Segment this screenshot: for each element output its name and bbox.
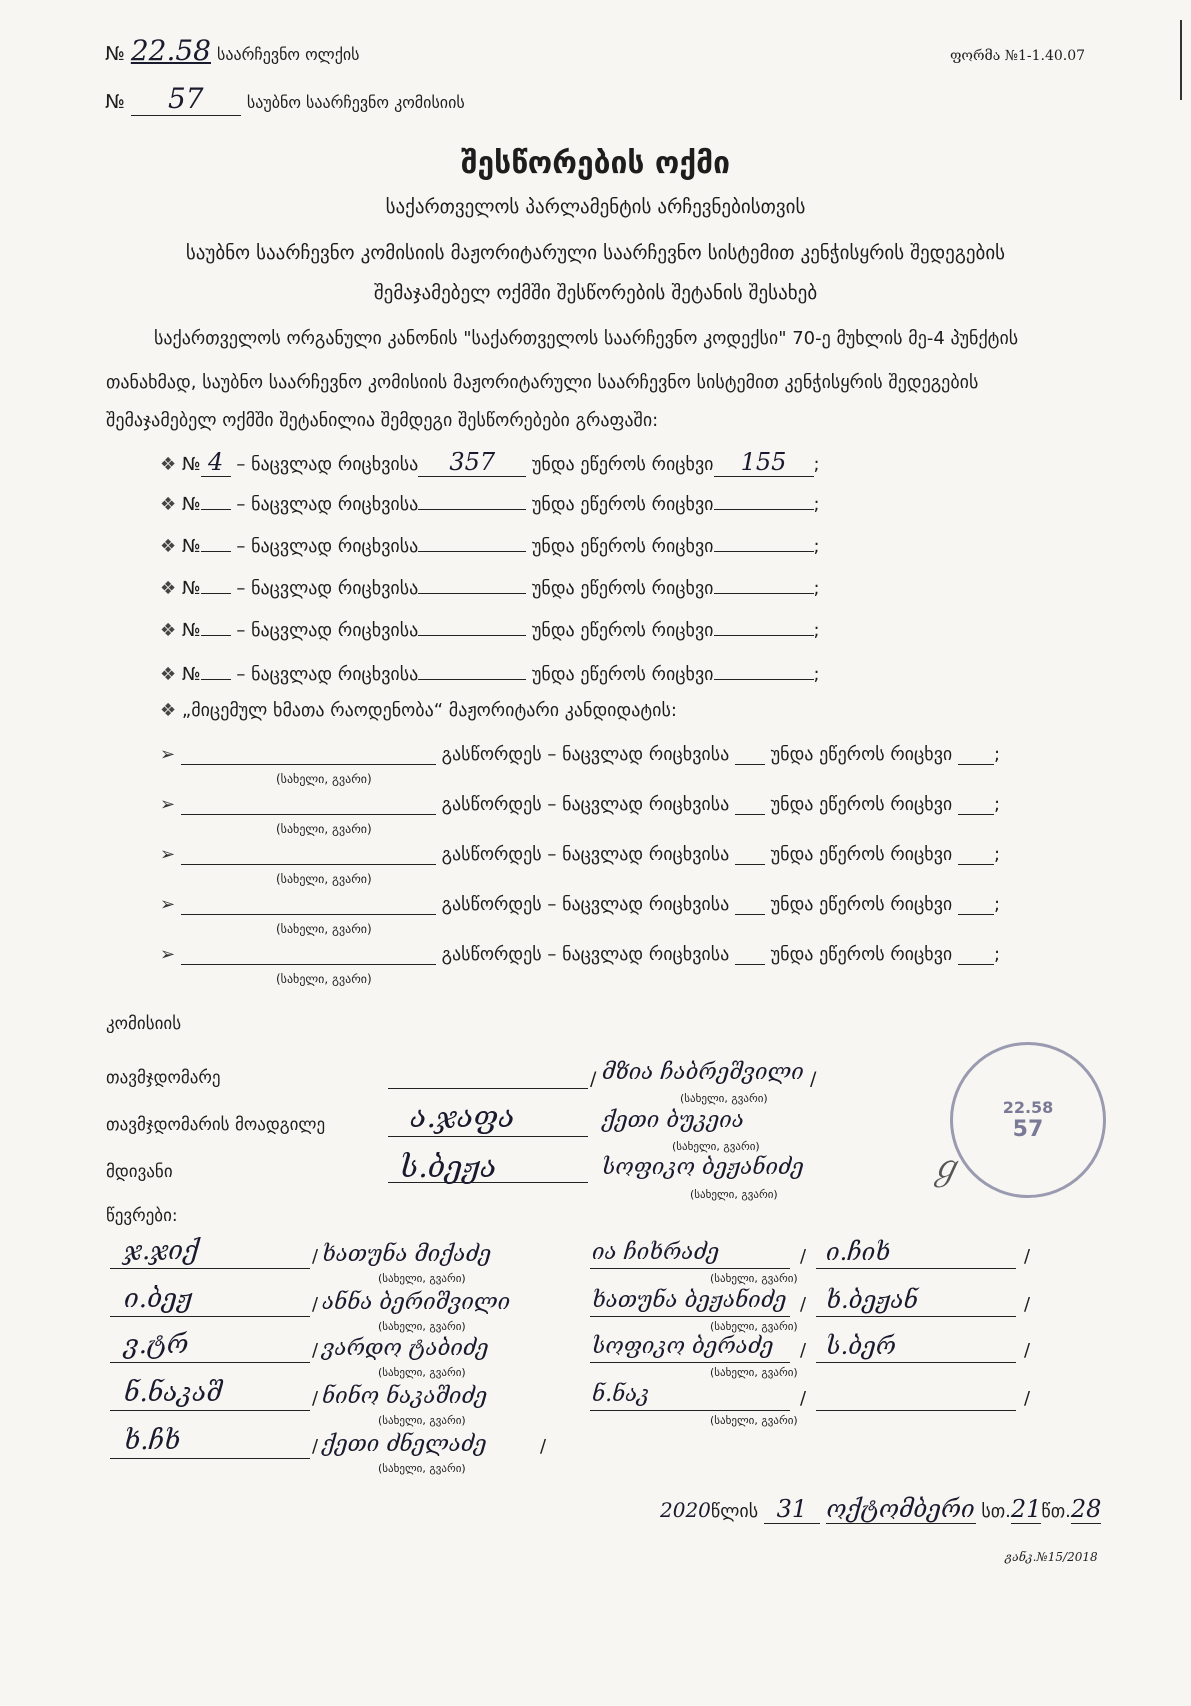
candidate-vote-row bbox=[160, 744, 1000, 765]
form-code: ფორმა №1-1.40.07 bbox=[950, 48, 1086, 64]
member2-hint-box bbox=[710, 1320, 798, 1333]
row-end: ; bbox=[993, 794, 1001, 815]
member2-hint: (სახელი, გვარი) bbox=[710, 1320, 798, 1333]
member2-signature: ს.ბერ bbox=[826, 1332, 896, 1360]
stamp-precinct: 57 bbox=[1012, 1117, 1044, 1142]
member2-hint-box bbox=[710, 1366, 798, 1379]
new-value[interactable] bbox=[714, 509, 814, 510]
row-end: ; bbox=[813, 664, 820, 685]
deputy-signature: ა.ჯაფა bbox=[410, 1100, 515, 1135]
votes-heading-text: „მიცემულ ხმათა რაოდენობა“ მაჟორიტარი კანდიდატის: bbox=[181, 700, 677, 721]
member-signature-box bbox=[124, 1236, 199, 1266]
member2-name-box bbox=[592, 1382, 650, 1407]
minute-label: წთ. bbox=[1041, 1501, 1071, 1522]
candidate-vote-row bbox=[160, 944, 1000, 965]
instead-label: – ნაცვლად რიცხვისა bbox=[236, 494, 419, 515]
candidate-name-field[interactable] bbox=[181, 796, 436, 815]
column-number[interactable] bbox=[201, 593, 231, 594]
row-end: ; bbox=[993, 744, 1001, 765]
member-name-box bbox=[322, 1290, 510, 1315]
old-votes-field[interactable] bbox=[735, 896, 765, 915]
should-label: უნდა ეწეროს რიცხვი bbox=[532, 620, 714, 641]
slash: / bbox=[312, 1294, 319, 1315]
column-number[interactable]: 4 bbox=[201, 448, 231, 477]
subtitle-line-1: საქართველოს პარლამენტის არჩევნებისთვის bbox=[385, 196, 806, 218]
document-title: შესწორების ოქმი bbox=[460, 146, 731, 181]
member2-signature-line bbox=[816, 1268, 1016, 1269]
page-edge-mark bbox=[1180, 20, 1182, 100]
member2-name: სოფიკო ბერაძე bbox=[592, 1334, 774, 1359]
member-name-box bbox=[322, 1432, 487, 1457]
should-label: უნდა ეწეროს რიცხვი bbox=[770, 894, 953, 915]
name-hint: (სახელი, გვარი) bbox=[276, 922, 372, 936]
arrow-bullet-icon: ➢ bbox=[160, 844, 176, 865]
new-value[interactable]: 155 bbox=[714, 448, 814, 477]
member-name: ვარდო ტაბიძე bbox=[322, 1336, 489, 1361]
member2-signature-box bbox=[826, 1332, 896, 1360]
precinct-label: საუბნო საარჩევნო კომისიის bbox=[246, 93, 465, 112]
correction-row bbox=[160, 536, 820, 557]
candidate-name-field[interactable] bbox=[181, 846, 436, 865]
no-label: № bbox=[181, 494, 201, 515]
member-hint: (სახელი, გვარი) bbox=[378, 1320, 466, 1333]
member-name: ქეთი ძნელაძე bbox=[322, 1432, 487, 1457]
subtitle-line-2: საუბნო საარჩევნო კომისიის მაჟორიტარული საარჩევნო სისტემით კენჭისყრის შედეგების bbox=[185, 242, 1006, 264]
new-value[interactable] bbox=[714, 679, 814, 680]
should-label: უნდა ეწეროს რიცხვი bbox=[532, 536, 714, 557]
old-value[interactable] bbox=[418, 679, 526, 680]
member-name-box bbox=[322, 1384, 487, 1409]
member2-hint: (სახელი, გვარი) bbox=[710, 1366, 798, 1379]
member-hint: (სახელი, გვარი) bbox=[378, 1414, 466, 1427]
stamp-number: 22.58 bbox=[1002, 1098, 1054, 1117]
column-number[interactable] bbox=[201, 679, 231, 680]
diamond-bullet-icon: ❖ bbox=[160, 700, 177, 721]
slash: / bbox=[800, 1340, 807, 1361]
member-signature: ნ.ნაკაშ bbox=[124, 1378, 222, 1408]
chair-signature-line bbox=[388, 1088, 588, 1089]
should-label: უნდა ეწეროს რიცხვი bbox=[770, 794, 953, 815]
member2-hint: (სახელი, გვარი) bbox=[710, 1414, 798, 1427]
correction-row bbox=[160, 448, 820, 477]
member-signature-box bbox=[124, 1284, 192, 1314]
name-hint: (სახელი, გვარი) bbox=[276, 822, 372, 836]
should-label: უნდა ეწეროს რიცხვი bbox=[770, 944, 953, 965]
members-label: წევრები: bbox=[106, 1206, 178, 1226]
member-signature-box bbox=[124, 1330, 188, 1360]
member-signature-line bbox=[110, 1268, 310, 1269]
member-hint: (სახელი, გვარი) bbox=[378, 1462, 466, 1475]
member-hint: (სახელი, გვარი) bbox=[378, 1366, 466, 1379]
paragraph-line-2: თანახმად, საუბნო საარჩევნო კომისიის მაჟორიტარული საარჩევნო სისტემით კენჭისყრის შედეგების bbox=[106, 372, 979, 393]
slash: / bbox=[1024, 1246, 1031, 1267]
old-votes-field[interactable] bbox=[735, 796, 765, 815]
row-end: ; bbox=[813, 494, 820, 515]
arrow-bullet-icon: ➢ bbox=[160, 744, 176, 765]
member-signature: ვ.ტრ bbox=[124, 1330, 189, 1360]
district-line bbox=[105, 34, 360, 67]
stamp-side-mark-icon: ℊ bbox=[928, 1148, 962, 1188]
member2-name: ხათუნა ბეჟანიძე bbox=[592, 1288, 787, 1313]
slash: / bbox=[312, 1388, 319, 1409]
correction-row bbox=[160, 494, 820, 515]
row-end: ; bbox=[993, 844, 1001, 865]
member-hint-box bbox=[378, 1272, 466, 1285]
slash: / bbox=[312, 1340, 319, 1361]
no-label: № bbox=[181, 454, 201, 475]
correction-row bbox=[160, 664, 820, 685]
slash: / bbox=[540, 1436, 547, 1457]
no-label: № bbox=[181, 664, 201, 685]
member2-signature-line bbox=[816, 1316, 1016, 1317]
date-year-suffix: წლის bbox=[710, 1501, 759, 1522]
member-signature-line bbox=[110, 1316, 310, 1317]
should-label: უნდა ეწეროს რიცხვი bbox=[532, 454, 714, 475]
diamond-bullet-icon: ❖ bbox=[160, 494, 177, 515]
column-number[interactable] bbox=[201, 551, 231, 552]
row-end: ; bbox=[813, 454, 820, 475]
date-day: 31 bbox=[764, 1495, 820, 1524]
secretary-hint: (სახელი, გვარი) bbox=[690, 1188, 778, 1201]
paragraph-line-3: შემაჯამებელ ოქმში შეტანილია შემდეგი შესწორებები გრაფაში: bbox=[106, 410, 659, 431]
slash: / bbox=[800, 1294, 807, 1315]
row-end: ; bbox=[993, 944, 1001, 965]
new-votes-field[interactable] bbox=[958, 946, 994, 965]
date-month: ოქტომბერი bbox=[826, 1495, 975, 1523]
member2-signature-box bbox=[826, 1286, 918, 1314]
should-label: უნდა ეწეროს რიცხვი bbox=[532, 664, 714, 685]
should-label: უნდა ეწეროს რიცხვი bbox=[532, 578, 714, 599]
member2-hint: (სახელი, გვარი) bbox=[710, 1272, 798, 1285]
commission-label: კომისიის bbox=[106, 1014, 182, 1034]
secretary-name: სოფიკო ბეჟანიძე bbox=[602, 1155, 804, 1180]
member-signature-box bbox=[124, 1426, 180, 1456]
should-label: უნდა ეწეროს რიცხვი bbox=[770, 844, 953, 865]
member2-signature-box bbox=[826, 1238, 890, 1266]
fix-label: გასწორდეს – ნაცვლად რიცხვისა bbox=[441, 794, 730, 815]
member-signature-box bbox=[124, 1378, 222, 1408]
member-name: ხათუნა მიქაძე bbox=[322, 1242, 492, 1267]
official-stamp bbox=[950, 1042, 1106, 1198]
chair-name: მზია ჩაბრეშვილი bbox=[602, 1060, 804, 1085]
candidate-vote-row bbox=[160, 844, 1000, 865]
new-votes-field[interactable] bbox=[958, 846, 994, 865]
member2-hint-box bbox=[710, 1414, 798, 1427]
member2-name-line bbox=[590, 1410, 790, 1411]
old-value[interactable] bbox=[418, 635, 526, 636]
old-value[interactable] bbox=[418, 509, 526, 510]
date-line bbox=[660, 1495, 1101, 1524]
member-name: ნინო ნაკაშიძე bbox=[322, 1384, 488, 1409]
column-number[interactable] bbox=[201, 635, 231, 636]
instead-label: – ნაცვლად რიცხვისა bbox=[236, 620, 419, 641]
row-end: ; bbox=[813, 620, 820, 641]
arrow-bullet-icon: ➢ bbox=[160, 894, 176, 915]
secretary-signature: ს.ბეჟა bbox=[400, 1150, 497, 1185]
candidate-name-field[interactable] bbox=[181, 946, 436, 965]
member-signature-line bbox=[110, 1410, 310, 1411]
date-year: 2020 bbox=[660, 1498, 711, 1522]
member-signature-line bbox=[110, 1458, 310, 1459]
member-hint-box bbox=[378, 1414, 466, 1427]
instead-label: – ნაცვლად რიცხვისა bbox=[236, 536, 419, 557]
member-name: ანნა ბერიშვილი bbox=[322, 1290, 511, 1315]
old-value[interactable] bbox=[418, 551, 526, 552]
should-label: უნდა ეწეროს რიცხვი bbox=[532, 494, 714, 515]
old-votes-field[interactable] bbox=[735, 746, 765, 765]
member-hint-box bbox=[378, 1366, 466, 1379]
member-hint-box bbox=[378, 1320, 466, 1333]
member2-name-box bbox=[592, 1334, 773, 1359]
slash: / bbox=[1024, 1294, 1031, 1315]
district-label: საარჩევნო ოლქის bbox=[217, 45, 360, 64]
precinct-prefix: № bbox=[105, 91, 125, 113]
member-signature-line bbox=[110, 1362, 310, 1363]
old-value[interactable]: 357 bbox=[418, 448, 526, 477]
member2-hint-box bbox=[710, 1272, 798, 1285]
member-signature: ი.ბეჟ bbox=[124, 1284, 193, 1314]
slash: / bbox=[312, 1246, 319, 1267]
name-hint: (სახელი, გვარი) bbox=[276, 772, 372, 786]
member2-signature-line bbox=[816, 1362, 1016, 1363]
member2-name-box bbox=[592, 1288, 786, 1313]
hour-label: სთ. bbox=[981, 1501, 1011, 1522]
chair-hint: (სახელი, გვარი) bbox=[680, 1092, 768, 1105]
deputy-name: ქეთი ბუკეია bbox=[602, 1108, 744, 1133]
diamond-bullet-icon: ❖ bbox=[160, 454, 177, 475]
member2-name: ია ჩიხრაძე bbox=[592, 1240, 720, 1265]
no-label: № bbox=[181, 620, 201, 641]
new-value[interactable] bbox=[714, 593, 814, 594]
candidate-name-field[interactable] bbox=[181, 896, 436, 915]
row-end: ; bbox=[813, 536, 820, 557]
deputy-hint: (სახელი, გვარი) bbox=[672, 1140, 760, 1153]
member2-signature: ხ.ბეჟან bbox=[826, 1286, 918, 1314]
correction-row bbox=[160, 578, 820, 599]
slash: / bbox=[800, 1246, 807, 1267]
name-hint: (სახელი, გვარი) bbox=[276, 872, 372, 886]
arrow-bullet-icon: ➢ bbox=[160, 794, 176, 815]
candidate-name-field[interactable] bbox=[181, 746, 436, 765]
slash: / bbox=[1024, 1340, 1031, 1361]
correction-row bbox=[160, 620, 820, 641]
new-votes-field[interactable] bbox=[958, 796, 994, 815]
member2-name: ნ.ნაკ bbox=[592, 1382, 650, 1407]
diamond-bullet-icon: ❖ bbox=[160, 536, 177, 557]
member-name-box bbox=[322, 1242, 491, 1267]
paragraph-line-1: საქართველოს ორგანული კანონის "საქართველოს საარჩევნო კოდექსი" 70-ე მუხლის მე-4 პუნქტის bbox=[154, 328, 1019, 349]
old-value[interactable] bbox=[418, 593, 526, 594]
arrow-bullet-icon: ➢ bbox=[160, 944, 176, 965]
chair-slash: / bbox=[590, 1068, 597, 1090]
new-votes-field[interactable] bbox=[958, 896, 994, 915]
no-label: № bbox=[181, 578, 201, 599]
instead-label: – ნაცვლად რიცხვისა bbox=[236, 454, 419, 475]
candidate-vote-row bbox=[160, 794, 1000, 815]
should-label: უნდა ეწეროს რიცხვი bbox=[770, 744, 953, 765]
member2-name-line bbox=[590, 1316, 790, 1317]
precinct-number: 57 bbox=[131, 82, 241, 116]
fix-label: გასწორდეს – ნაცვლად რიცხვისა bbox=[441, 844, 730, 865]
votes-heading bbox=[160, 700, 677, 721]
member-signature: ხ.ჩხ bbox=[124, 1426, 181, 1456]
column-number[interactable] bbox=[201, 509, 231, 510]
old-votes-field[interactable] bbox=[735, 846, 765, 865]
row-end: ; bbox=[993, 894, 1001, 915]
member-signature: ჯ.ჯიქ bbox=[124, 1236, 199, 1266]
secretary-label: მდივანი bbox=[106, 1162, 173, 1182]
precinct-line bbox=[105, 82, 465, 116]
deputy-label: თავმჯდომარის მოადგილე bbox=[106, 1115, 326, 1135]
member-hint: (სახელი, გვარი) bbox=[378, 1272, 466, 1285]
old-votes-field[interactable] bbox=[735, 946, 765, 965]
fix-label: გასწორდეს – ნაცვლად რიცხვისა bbox=[441, 744, 730, 765]
new-value[interactable] bbox=[714, 551, 814, 552]
member2-signature-line bbox=[816, 1410, 1016, 1411]
chair-label: თავმჯდომარე bbox=[106, 1068, 221, 1088]
member-name-box bbox=[322, 1336, 489, 1361]
member2-signature: ი.ჩიხ bbox=[826, 1238, 891, 1266]
instead-label: – ნაცვლად რიცხვისა bbox=[236, 578, 419, 599]
instead-label: – ნაცვლად რიცხვისა bbox=[236, 664, 419, 685]
fix-label: გასწორდეს – ნაცვლად რიცხვისა bbox=[441, 894, 730, 915]
chair-slash-end: / bbox=[810, 1068, 817, 1090]
member2-name-line bbox=[590, 1268, 790, 1269]
candidate-vote-row bbox=[160, 894, 1000, 915]
deputy-signature-line bbox=[388, 1136, 588, 1137]
member2-name-box bbox=[592, 1240, 719, 1265]
member-hint-box bbox=[378, 1462, 466, 1475]
member2-name-line bbox=[590, 1362, 790, 1363]
diamond-bullet-icon: ❖ bbox=[160, 664, 177, 685]
slash: / bbox=[312, 1436, 319, 1457]
diamond-bullet-icon: ❖ bbox=[160, 578, 177, 599]
diamond-bullet-icon: ❖ bbox=[160, 620, 177, 641]
subtitle-line-3: შემაჯამებელ ოქმში შესწორების შეტანის შესახებ bbox=[373, 282, 818, 304]
fix-label: გასწორდეს – ნაცვლად რიცხვისა bbox=[441, 944, 730, 965]
minute-value: 28 bbox=[1070, 1495, 1102, 1523]
slash: / bbox=[800, 1388, 807, 1409]
no-label: № bbox=[181, 536, 201, 557]
slash: / bbox=[1024, 1388, 1031, 1409]
hour-value: 21 bbox=[1010, 1495, 1042, 1523]
district-prefix: № bbox=[105, 43, 125, 65]
new-votes-field[interactable] bbox=[958, 746, 994, 765]
row-end: ; bbox=[813, 578, 820, 599]
district-number: 22.58 bbox=[130, 34, 211, 67]
new-value[interactable] bbox=[714, 635, 814, 636]
decree-number: განკ.№15/2018 bbox=[1005, 1550, 1098, 1564]
name-hint: (სახელი, გვარი) bbox=[276, 972, 372, 986]
